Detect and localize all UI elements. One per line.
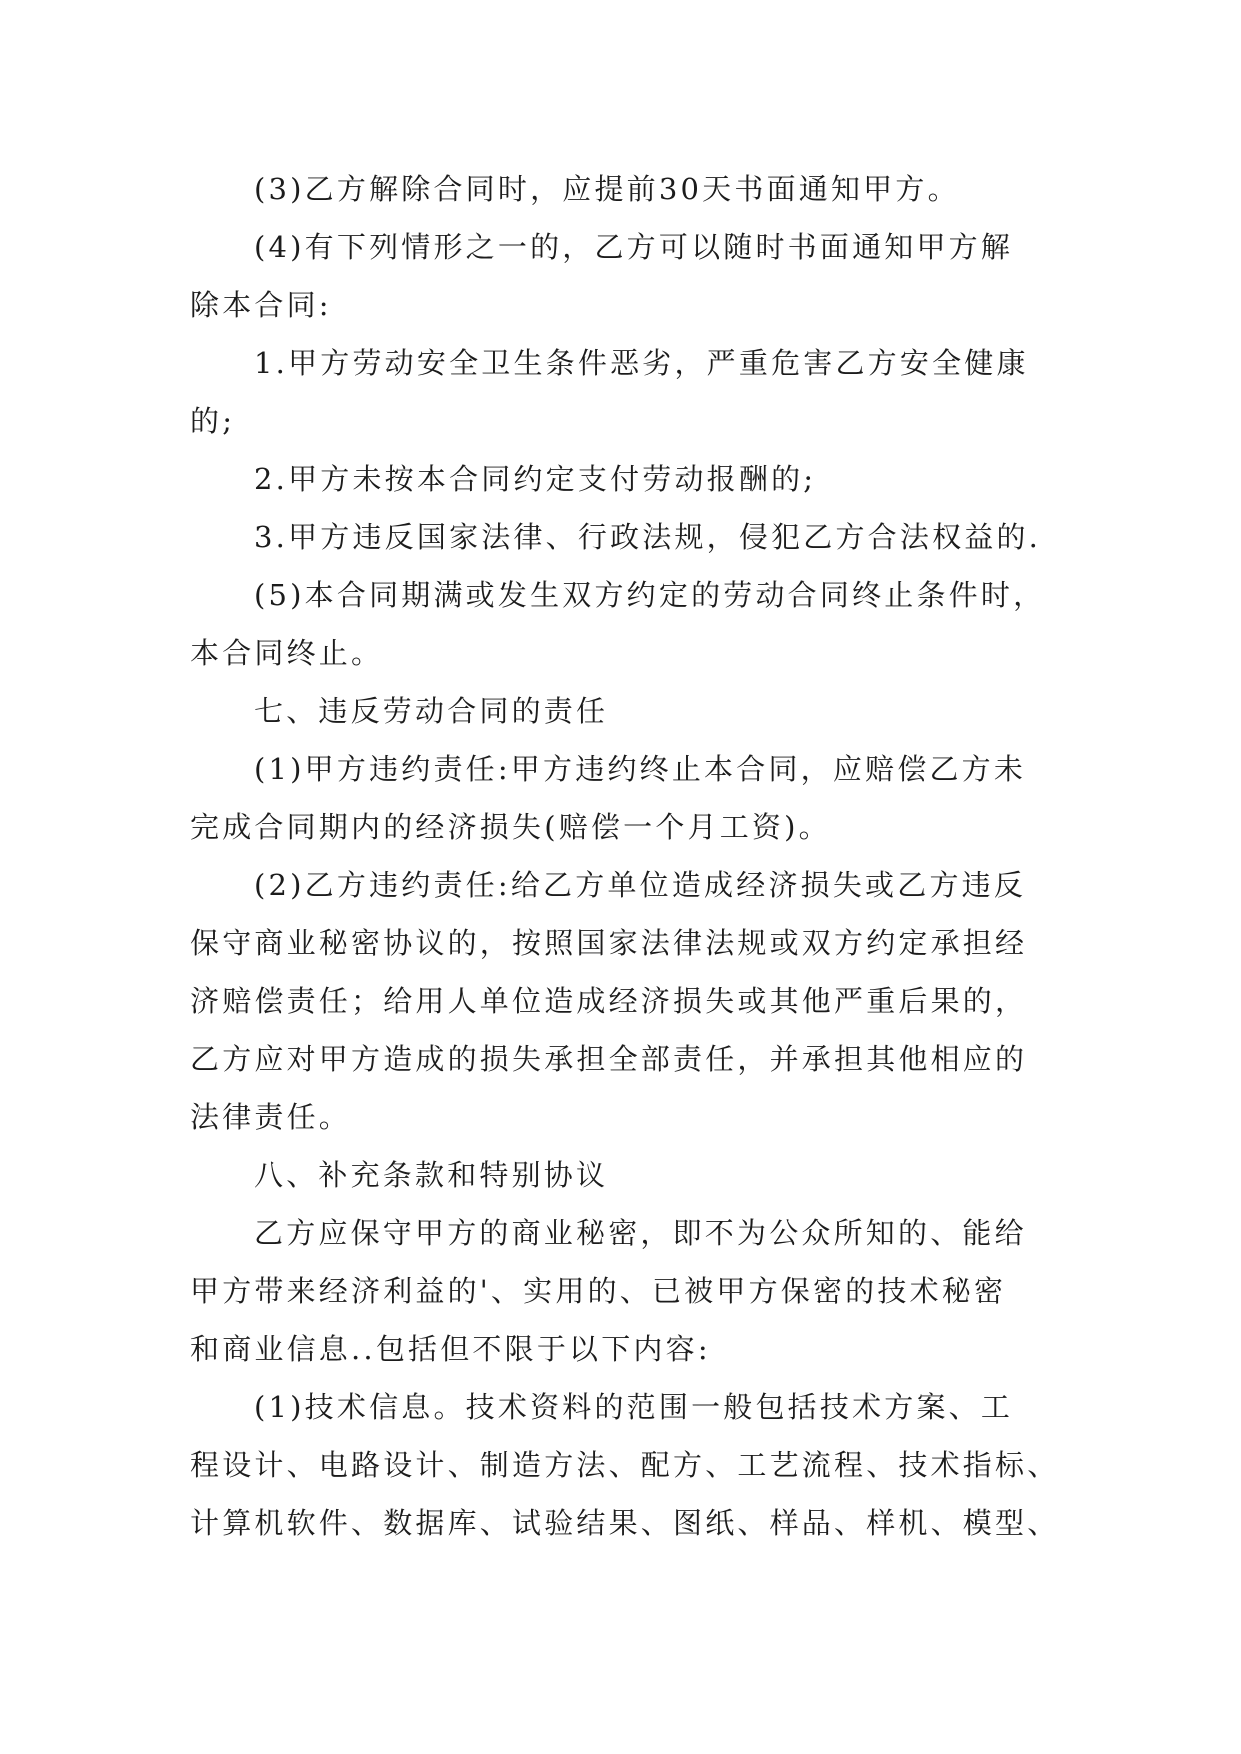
text-line: 2.甲方未按本合同约定支付劳动报酬的; bbox=[254, 462, 817, 496]
text-line: 1.甲方劳动安全卫生条件恶劣，严重危害乙方安全健康 bbox=[254, 346, 1029, 380]
text-line: 保守商业秘密协议的，按照国家法律法规或双方约定承担经 bbox=[190, 926, 1028, 960]
section-heading-7 bbox=[190, 682, 1052, 740]
text-line: 3.甲方违反国家法律、行政法规，侵犯乙方合法权益的. bbox=[254, 520, 1042, 554]
text-line: (2)乙方违约责任:给乙方单位造成经济损失或乙方违反 bbox=[254, 868, 1027, 902]
paragraph-trade-secret bbox=[190, 1204, 1052, 1378]
text-line: 八、补充条款和特别协议 bbox=[254, 1158, 609, 1192]
paragraph-item-2 bbox=[190, 450, 1052, 508]
section-heading-8 bbox=[190, 1146, 1052, 1204]
text-line: 七、违反劳动合同的责任 bbox=[254, 694, 609, 728]
text-line: 法律责任。 bbox=[190, 1100, 352, 1134]
paragraph-item-3 bbox=[190, 508, 1052, 566]
paragraph-clause-6-5 bbox=[190, 566, 1052, 682]
paragraph-technical-info bbox=[190, 1378, 1060, 1552]
text-line: 的; bbox=[190, 404, 236, 438]
text-line: 甲方带来经济利益的'、实用的、已被甲方保密的技术秘密 bbox=[190, 1274, 1007, 1308]
text-line: 完成合同期内的经济损失(赔偿一个月工资)。 bbox=[190, 810, 831, 844]
text-line: (1)技术信息。技术资料的范围一般包括技术方案、工 bbox=[254, 1390, 1014, 1424]
text-line: 济赔偿责任；给用人单位造成经济损失或其他严重后果的， bbox=[190, 984, 1028, 1018]
paragraph-item-1 bbox=[190, 334, 1052, 450]
text-line: 乙方应保守甲方的商业秘密，即不为公众所知的、能给 bbox=[254, 1216, 1027, 1250]
text-line: 本合同终止。 bbox=[190, 636, 384, 670]
document-body bbox=[190, 160, 1060, 1552]
paragraph-clause-6-4 bbox=[190, 218, 1052, 334]
text-line: 和商业信息..包括但不限于以下内容: bbox=[190, 1332, 711, 1366]
text-line: (4)有下列情形之一的，乙方可以随时书面通知甲方解 bbox=[254, 230, 1014, 264]
text-line: 程设计、电路设计、制造方法、配方、工艺流程、技术指标、 bbox=[190, 1448, 1060, 1482]
text-line: 除本合同: bbox=[190, 288, 332, 322]
text-line: 乙方应对甲方造成的损失承担全部责任，并承担其他相应的 bbox=[190, 1042, 1028, 1076]
text-line: (5)本合同期满或发生双方约定的劳动合同终止条件时， bbox=[254, 578, 1046, 612]
text-line: 计算机软件、数据库、试验结果、图纸、样品、样机、模型、 bbox=[190, 1506, 1060, 1540]
paragraph-clause-6-3 bbox=[190, 160, 1052, 218]
paragraph-clause-7-1 bbox=[190, 740, 1052, 856]
text-line: (3)乙方解除合同时，应提前30天书面通知甲方。 bbox=[254, 172, 960, 206]
paragraph-clause-7-2 bbox=[190, 856, 1052, 1146]
text-line: (1)甲方违约责任:甲方违约终止本合同，应赔偿乙方未 bbox=[254, 752, 1027, 786]
